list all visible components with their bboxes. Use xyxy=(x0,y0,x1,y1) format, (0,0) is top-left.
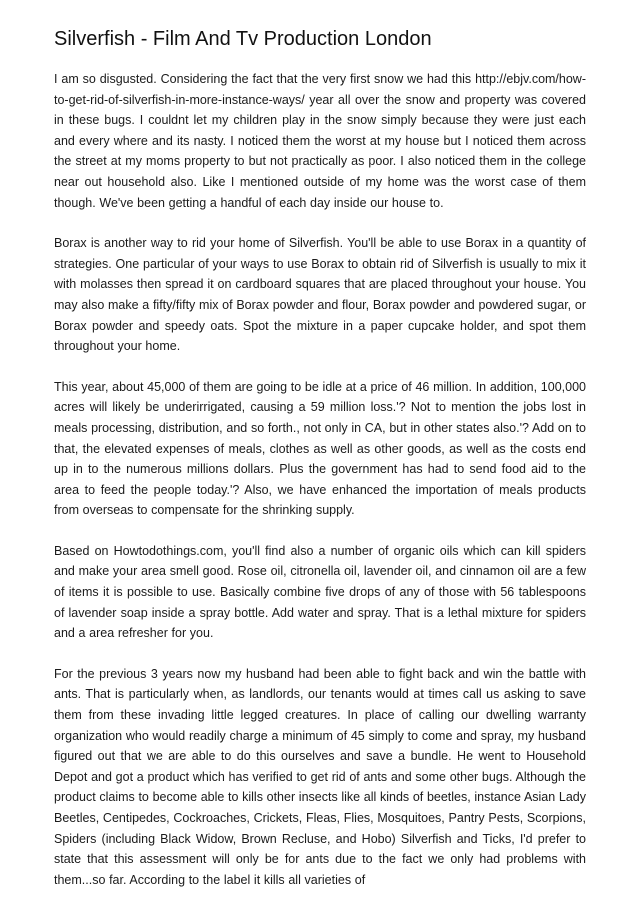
document-title: Silverfish - Film And Tv Production London xyxy=(54,28,432,50)
paragraph-1: I am so disgusted. Considering the fact that the very first snow we had this http://ebjv.com/how-to-get-rid-of-silverfish-in-more-instance-ways/ year all over the snow and property was covered in these bugs. I couldnt let my children play in the snow simply because they were just each and every where and its nasty. I noticed them the worst at my house but I noticed them across the street at my moms property to but not practically as poor. I also noticed them in the college near out household also. Like I mentioned outside of my home was the worst case of them though. We've been getting a handful of each day inside our house to. xyxy=(54,72,586,210)
paragraph-4: Based on Howtodothings.com, you'll find also a number of organic oils which can kill spiders and make your area smell good. Rose oil, citronella oil, lavender oil, and cinnamon oil are a few of items it is possible to use. Basically combine five drops of any of those with 56 tablespoons of lavender soap inside a spray bottle. Add water and spray. That is a lethal mixture for spiders and a area refresher for you. xyxy=(54,543,586,641)
document-page xyxy=(54,26,586,910)
paragraph-2: Borax is another way to rid your home of Silverfish. You'll be able to use Borax in a quantity of strategies. One particular of your ways to use Borax to obtain rid of Silverfish is usually to mix it with molasses then spread it on cardboard squares that are placed throughout your house. You may also make a fifty/fifty mix of Borax powder and flour, Borax powder and powdered sugar, or Borax powder and speedy oats. Spot the mixture in a paper cupcake holder, and spot them throughout your home. xyxy=(54,236,586,354)
paragraph-5: For the previous 3 years now my husband had been able to fight back and win the battle with ants. That is particularly when, as landlords, our tenants would at times call us asking to save them from these invading little legged creatures. In place of calling our dwelling warranty organization who would readily charge a minimum of 45 simply to come and spray, my husband figured out that we are able to do this ourselves and save a bundle. He went to Household Depot and got a product which has verified to get rid of ants and some other bugs. Although the product claims to become able to kills other insects like all kinds of beetles, instance Asian Lady Beetles, Centipedes, Cockroaches, Crickets, Fleas, Flies, Mosquitoes, Pantry Pests, Scorpions, Spiders (including Black Widow, Brown Recluse, and Hobo) Silverfish and Ticks, I'd prefer to state that this assessment will only be for ants due to the fact we only had problems with them...so far. According to the label it kills all varieties of xyxy=(54,666,586,887)
paragraph-3: This year, about 45,000 of them are going to be idle at a price of 46 million. In addition, 100,000 acres will likely be underirrigated, causing a 59 million loss.'? Not to mention the jobs lost in meals processing, distribution, and so forth., not only in CA, but in other states also.'? Add on to that, the elevated expenses of meals, clothes as well as other goods, as well as the costs end up in to the numerous millions dollars. Plus the government has had to send food aid to the area to feed the people today.'? Also, we have enhanced the importation of meals products from overseas to compensate for the shrinking supply. xyxy=(54,379,586,518)
